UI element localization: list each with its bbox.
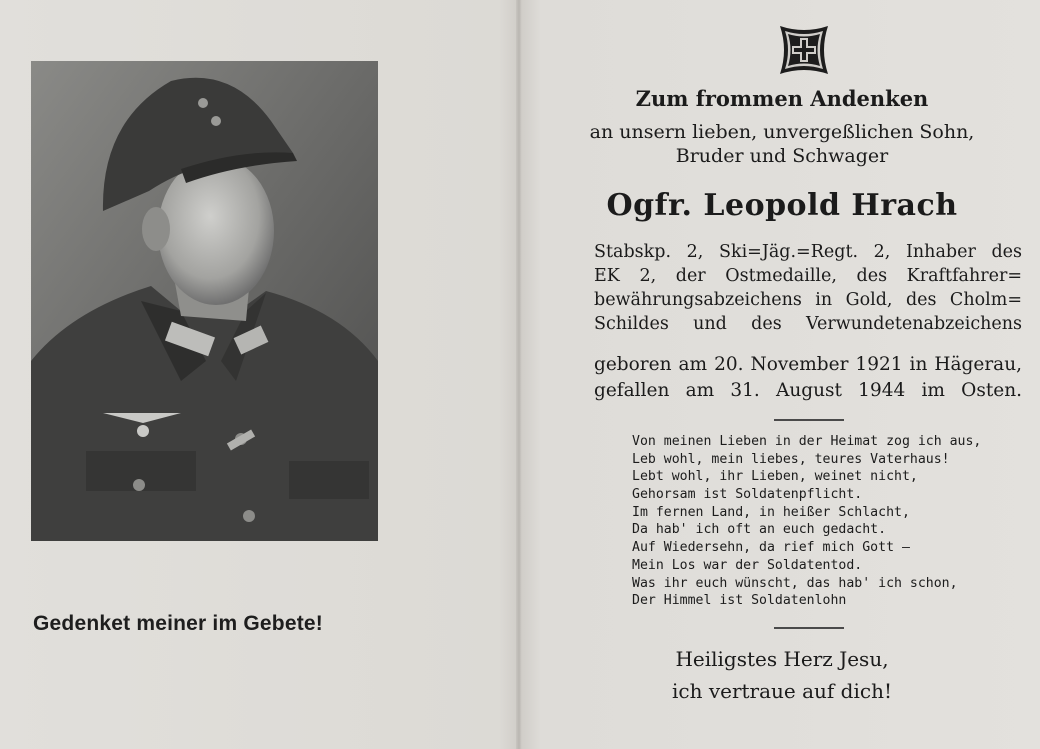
closing-prayer-line-1: Heiligstes Herz Jesu, bbox=[675, 647, 889, 671]
poem-line: Im fernen Land, in heißer Schlacht, bbox=[632, 504, 910, 520]
life-dates bbox=[594, 352, 1022, 404]
poem-line: Mein Los war der Soldatentod. bbox=[632, 557, 863, 573]
military-bio bbox=[594, 240, 1022, 336]
right-page bbox=[522, 0, 1040, 749]
prayer-caption: Gedenket meiner im Gebete! bbox=[33, 612, 323, 635]
iron-cross-icon bbox=[778, 24, 830, 76]
divider bbox=[774, 419, 844, 421]
birth-line: geboren am 20. November 1921 in Hägerau, bbox=[594, 354, 1022, 375]
death-line: gefallen am 31. August 1944 im Osten. bbox=[594, 380, 1022, 401]
memorial-poem bbox=[632, 433, 1012, 610]
bio-line: EK 2, der Ostmedaille, des Kraftfahrer= bbox=[594, 266, 1022, 286]
left-page bbox=[0, 0, 516, 749]
dedication-line-2: Bruder und Schwager bbox=[675, 145, 889, 167]
dedication-line-1: an unsern lieben, unvergeßlichen Sohn, bbox=[589, 121, 975, 143]
poem-line: Leb wohl, mein liebes, teures Vaterhaus! bbox=[632, 451, 950, 467]
poem-line: Der Himmel ist Soldatenlohn bbox=[632, 593, 847, 609]
divider bbox=[774, 627, 844, 629]
poem-line: Was ihr euch wünscht, das hab' ich schon, bbox=[632, 575, 958, 591]
closing-prayer-line-2: ich vertraue auf dich! bbox=[671, 679, 892, 703]
portrait-drawing bbox=[31, 61, 378, 541]
poem-line: Von meinen Lieben in der Heimat zog ich aus, bbox=[632, 434, 982, 449]
poem-line: Auf Wiedersehn, da rief mich Gott — bbox=[632, 540, 910, 556]
bio-line: Stabskp. 2, Ski=Jäg.=Regt. 2, Inhaber des bbox=[594, 242, 1022, 262]
bio-line: bewährungsabzeichens in Gold, des Cholm= bbox=[594, 290, 1022, 310]
poem-line: Lebt wohl, ihr Lieben, weinet nicht, bbox=[632, 469, 918, 485]
poem-line: Da hab' ich oft an euch gedacht. bbox=[632, 522, 887, 538]
memorial-heading: Zum frommen Andenken bbox=[635, 86, 929, 111]
bio-line: Schildes und des Verwundetenabzeichens bbox=[594, 314, 1022, 334]
deceased-name: Ogfr. Leopold Hrach bbox=[606, 188, 958, 223]
soldier-portrait-photo bbox=[31, 61, 378, 541]
poem-line: Gehorsam ist Soldatenpflicht. bbox=[632, 487, 863, 503]
